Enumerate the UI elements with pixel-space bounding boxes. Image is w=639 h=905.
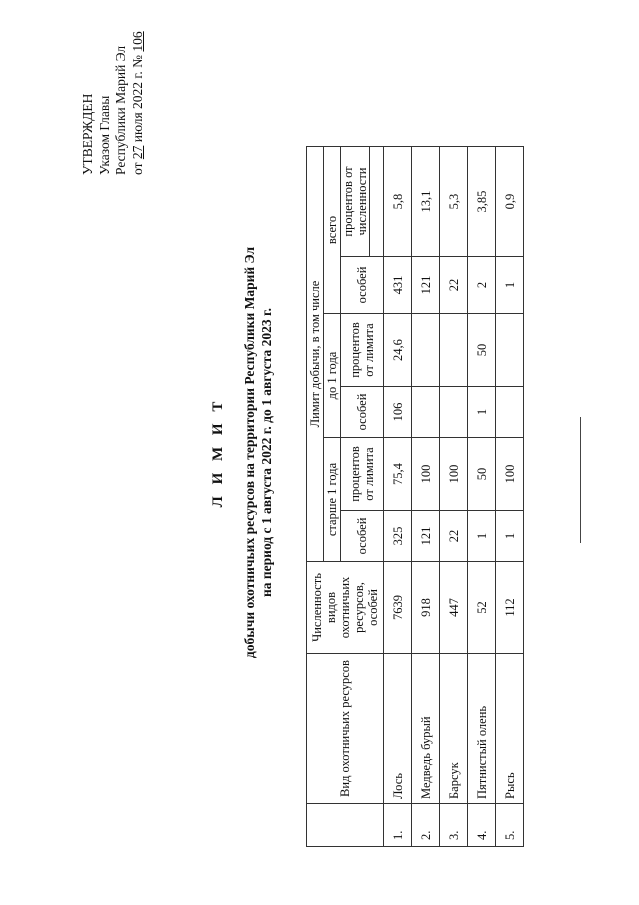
row-older-pct: 100 (440, 438, 468, 511)
row-older-pct: 50 (468, 438, 496, 511)
row-young-pct: 50 (468, 314, 496, 387)
row-older-pct: 75,4 (384, 438, 412, 511)
row-total-pct: 5,8 (384, 147, 412, 257)
row-older-count: 1 (496, 511, 524, 562)
row-older-count: 22 (440, 511, 468, 562)
row-number: 2. (412, 804, 440, 847)
row-young-count (496, 387, 524, 438)
row-population: 7639 (384, 562, 412, 654)
table-row (440, 147, 468, 847)
row-older-pct: 100 (412, 438, 440, 511)
row-total-count: 431 (384, 257, 412, 314)
row-total-pct: 5,3 (440, 147, 468, 257)
separator-line (580, 417, 581, 543)
approval-stamp (80, 0, 146, 175)
header-younger-pct: процентов от лимита (341, 314, 384, 387)
approval-prefix: от (129, 162, 145, 175)
limit-table (306, 146, 524, 847)
approval-day: 27 (129, 145, 145, 160)
row-number: 1. (384, 804, 412, 847)
row-older-count: 325 (384, 511, 412, 562)
row-total-pct: 13,1 (412, 147, 440, 257)
row-young-pct (412, 314, 440, 387)
table-row (384, 147, 412, 847)
header-number (307, 804, 384, 847)
row-young-count: 1 (468, 387, 496, 438)
row-species: Лось (384, 654, 412, 804)
row-species: Медведь бурый (412, 654, 440, 804)
table-row (412, 147, 440, 847)
row-population: 112 (496, 562, 524, 654)
header-total-pct-spacer (370, 147, 384, 257)
header-older-individuals: особей (341, 511, 384, 562)
row-total-count: 121 (412, 257, 440, 314)
header-older: старше 1 года (324, 438, 341, 562)
header-limit-group: Лимит добычи, в том числе (307, 147, 324, 562)
row-young-count (412, 387, 440, 438)
header-population: Численность видов охотничьих ресурсов, особей (307, 562, 384, 654)
header-younger: до 1 года (324, 314, 341, 438)
row-young-pct (496, 314, 524, 387)
row-young-pct: 24,6 (384, 314, 412, 387)
row-number: 3. (440, 804, 468, 847)
document-title: Л И М И Т (210, 397, 226, 508)
row-young-count (440, 387, 468, 438)
row-older-pct: 100 (496, 438, 524, 511)
header-older-pct: процентов от лимита (341, 438, 384, 511)
table-row (468, 147, 496, 847)
header-species: Вид охотничьих ресурсов (307, 654, 384, 804)
row-total-count: 1 (496, 257, 524, 314)
header-total-individuals: особей (341, 257, 384, 314)
approval-number: 106 (129, 31, 145, 52)
row-total-pct: 3,85 (468, 147, 496, 257)
row-number: 4. (468, 804, 496, 847)
approval-line-1: УТВЕРЖДЕН (80, 93, 95, 175)
row-population: 447 (440, 562, 468, 654)
approval-line-3: Республики Марий Эл (113, 45, 128, 175)
row-young-count: 106 (384, 387, 412, 438)
approval-line-4 (130, 0, 147, 175)
row-older-count: 1 (468, 511, 496, 562)
row-total-count: 2 (468, 257, 496, 314)
row-older-count: 121 (412, 511, 440, 562)
document-subtitle-1: добычи охотничьих ресурсов на территории Республики Марий Эл (242, 246, 257, 659)
row-total-pct: 0,9 (496, 147, 524, 257)
header-younger-individuals: особей (341, 387, 384, 438)
document-subtitle-2: на период с 1 августа 2022 г. до 1 августа 2023 г. (259, 307, 274, 598)
row-species: Рысь (496, 654, 524, 804)
row-species: Пятнистый олень (468, 654, 496, 804)
row-population: 918 (412, 562, 440, 654)
table-row (496, 147, 524, 847)
approval-mid: июля 2022 г. № (129, 54, 145, 143)
row-species: Барсук (440, 654, 468, 804)
header-total: всего (324, 147, 341, 314)
row-number: 5. (496, 804, 524, 847)
row-population: 52 (468, 562, 496, 654)
approval-line-2: Указом Главы (96, 95, 112, 175)
row-total-count: 22 (440, 257, 468, 314)
row-young-pct (440, 314, 468, 387)
header-total-pct: процентов от численности (341, 147, 370, 257)
